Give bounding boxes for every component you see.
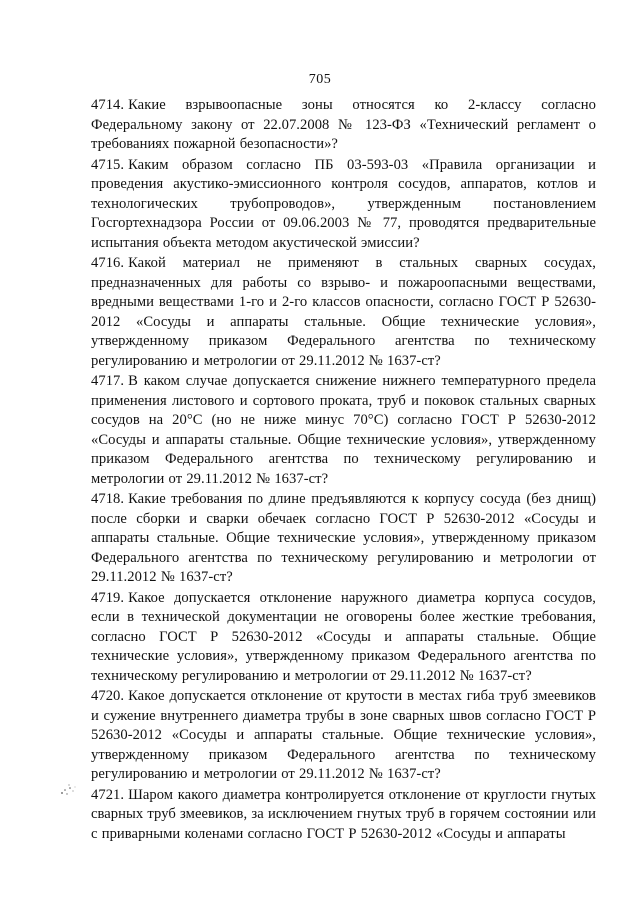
question-number: 4721. <box>91 786 125 803</box>
question-item <box>91 589 596 687</box>
question-text: Какие взрывоопасные зоны относятся ко 2-классу согласно Федеральному закону от 22.07.2008 № 123-ФЗ «Технический регламент о требованиях пожарной безопасности»? <box>91 97 596 152</box>
question-text: Какой материал не применяют в стальных сварных сосудах, предназначенных для работы со взрыво- и пожароопасными веществами, вредными веществами 1-го и 2-го классов опасности, согласно ГОСТ Р 52630-2012 «Сосуды и аппараты стальные. Общие технические условия», утвержденному приказом Федерального агентства по техническому регулированию и метрологии от 29.11.2012 № 1637-ст? <box>91 255 596 369</box>
question-number: 4715. <box>91 156 125 173</box>
question-number: 4714. <box>91 97 125 113</box>
question-number: 4717. <box>91 373 125 389</box>
question-item <box>91 156 596 254</box>
question-text: В каком случае допускается снижение нижнего температурного предела применения листового и сортового проката, труб и поковок стальных сварных сосудов на 20°С (но не ниже минус 70°С) согласно ГОСТ Р 52630-2012 «Сосуды и аппараты стальные. Общие технические условия», утвержденному приказом Федерального агентства по техническому регулированию и метрологии от 29.11.2012 № 1637-ст? <box>91 373 596 487</box>
page-number: 705 <box>308 72 332 87</box>
question-text: Какие требования по длине предъявляются к корпусу сосуда (без днищ) после сборки и сварки обечаек согласно ГОСТ Р 52630-2012 «Сосуды и аппараты стальные. Общие технические условия», утвержденному приказом Федерального агентства по техническому регулированию и метрологии от 29.11.2012 № 1637-ст? <box>91 491 596 585</box>
question-item <box>91 687 596 785</box>
question-item <box>91 490 596 588</box>
question-item <box>91 96 596 155</box>
question-number: 4718. <box>91 491 125 507</box>
question-number: 4716. <box>91 255 125 271</box>
question-text: Каким образом согласно ПБ 03-593-03 «Правила организации и проведения акустико-эмиссионного контроля сосудов, аппаратов, котлов и технологических трубопроводов», утвержденным постановлением Госгортехнадзора России от 09.06.2003 № 77, проводятся предварительные испытания объекта методом акустической эмиссии? <box>91 156 596 251</box>
scan-artifact-mark <box>58 782 80 798</box>
question-text: Какое допускается отклонение наружного диаметра корпуса сосудов, если в технической документации не оговорены более жесткие требования, согласно ГОСТ Р 52630-2012 «Сосуды и аппараты стальные. Общие технические условия», утвержденному приказом Федерального агентства по техническому регулированию и метрологии от 29.11.2012 № 1637-ст? <box>91 589 596 684</box>
question-text: Какое допускается отклонение от крутости в местах гиба труб змеевиков и сужение внутреннего диаметра трубы в зоне сварных швов согласно ГОСТ Р 52630-2012 «Сосуды и аппараты стальные. Общие технические условия», утвержденному приказом Федерального агентства по техническому регулированию и метрологии от 29.11.2012 № 1637-ст? <box>91 688 596 782</box>
question-text: Шаром какого диаметра контролируется отклонение от круглости гнутых сварных труб змеевиков, за исключением гнутых труб в горячем состоянии или с приварными коленами согласно ГОСТ Р 52630-2012 «Сосуды и аппараты <box>91 786 596 842</box>
question-number: 4720. <box>91 688 125 704</box>
question-item <box>91 372 596 489</box>
question-item <box>91 254 596 371</box>
question-number: 4719. <box>91 589 125 606</box>
question-list <box>91 96 596 844</box>
question-item <box>91 786 596 845</box>
